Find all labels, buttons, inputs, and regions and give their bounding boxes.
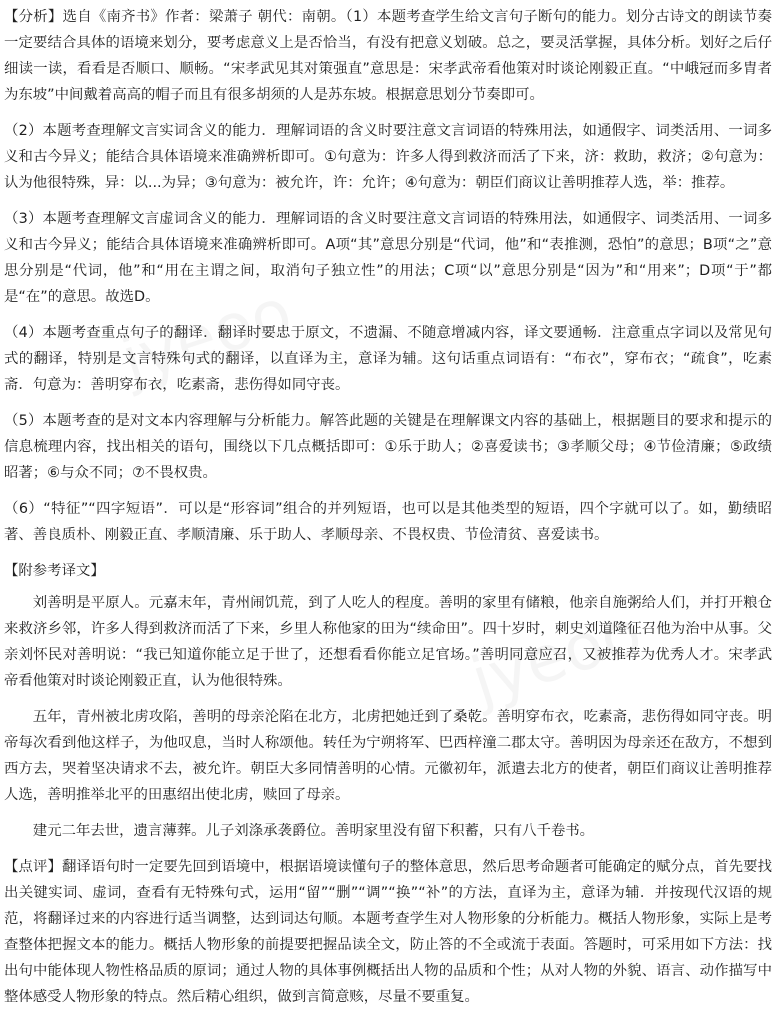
analysis-paragraph-6: （6）“特征”“四字短语”．可以是“形容词”组合的并列短语，也可以是其他类型的短语，四个字就可以了。如，勤绩昭著、善良质朴、刚毅正直、孝顺清廉、乐于助人、孝顺母亲、不畏权贵、节俭清贫、喜爱读书。 [4, 501, 772, 543]
analysis-paragraph-1: 【分析】选自《南齐书》作者：梁萧子 朝代：南朝。（1）本题考查学生给文言句子断句的能力。划分古诗文的朗读节奏一定要结合具体的语境来划分，要考虑意义上是否恰当，有没有把意义划破。总之，要灵活掌握，具体分析。划好之后仔细读一读，看看是否顺口、顺畅。“宋孝武见其对策强直”意思是：宋孝武帝看他策对时谈论刚毅正直。“中峨冠而多胄者为东坡”中间戴着高高的帽子而且有很多胡须的人是苏东坡。根据意思划分节奏即可。 [4, 9, 772, 103]
translation-paragraph-1: 刘善明是平原人。元嘉末年，青州闹饥荒，到了人吃人的程度。善明的家里有储粮，他亲自施粥给人们，并打开粮仓来救济乡邻，许多人得到救济而活了下来，乡里人称他家的田为“续命田”。四十岁时，刺史刘道隆征召他为治中从事。父亲刘怀民对善明说：“我已知道你能立足于世了，还想看看你能立足官场。”善明同意应召，又被推荐为优秀人才。宋孝武帝看他策对时谈论刚毅正直，认为他很特殊。 [4, 595, 772, 689]
translation-paragraph-3: 建元二年去世，遗言薄葬。儿子刘涤承袭爵位。善明家里没有留下积蓄，只有八千卷书。 [32, 823, 595, 839]
comment-paragraph: 【点评】翻译语句时一定要先回到语境中，根据语境读懂句子的整体意思，然后思考命题者可能确定的赋分点，首先要找出关键实词、虚词，查看有无特殊句式，运用“留”“删”“调”“换”“补”的方法，直译为主，意译为辅．并按现代汉语的规范，将翻译过来的内容进行适当调整，达到词达句顺。本题考查学生对人物形象的分析能力。概括人物形象，实际上是考查整体把握文本的能力。概括人物形象的前提要把握品读全文，防止答的不全或流于表面。答题时，可采用如下方法：找出句中能体现人物性格品质的原词；通过人物的具体事例概括出人物的品质和个性；从对人物的外貌、语言、动作描写中整体感受人物形象的特点。然后精心组织，做到言简意赅，尽量不要重复。 [4, 859, 772, 1005]
analysis-paragraph-3: （3）本题考查理解文言虚词含义的能力．理解词语的含义时要注意文言词语的特殊用法，如通假字、词类活用、一词多义和古今异义；能结合具体语境来准确辨析即可。A项“其”意思分别是“代词，他”和“表推测，恐怕”的意思；B项“之”意思分别是“代词，他”和“用在主谓之间，取消句子独立性”的用法；C项“以”意思分别是“因为”和“用来”；D项“于”都是“在”的意思。故选D。 [4, 211, 772, 305]
analysis-paragraph-4: （4）本题考查重点句子的翻译．翻译时要忠于原文，不遗漏、不随意增减内容，译文要通畅．注意重点字词以及常见句式的翻译，特别是文言特殊句式的翻译，以直译为主，意译为辅。这句话重点词语有：“布衣”，穿布衣；“疏食”，吃素斋．句意为：善明穿布衣，吃素斋，悲伤得如同守丧。 [4, 325, 772, 393]
analysis-paragraph-5: （5）本题考查的是对文本内容理解与分析能力。解答此题的关键是在理解课文内容的基础上，根据题目的要求和提示的信息梳理内容，找出相关的语句，围绕以下几点概括即可：①乐于助人；②喜爱读书；③孝顺父母；④节俭清廉；⑤政绩昭著；⑥与众不同；⑦不畏权贵。 [4, 413, 772, 481]
analysis-paragraph-2: （2）本题考查理解文言实词含义的能力．理解词语的含义时要注意文言词语的特殊用法，如通假字、词类活用、一词多义和古今异义；能结合具体语境来准确辨析即可。①句意为：许多人得到救济而活了下来，济：救助，救济；②句意为：认为他很特殊，异：以...为异；③句意为：被允许，许：允许；④句意为：朝臣们商议让善明推荐人选，举：推荐。 [4, 123, 772, 191]
translation-heading: 【附参考译文】 [4, 563, 105, 579]
translation-paragraph-2: 五年，青州被北虏攻陷，善明的母亲沦陷在北方，北虏把她迁到了桑乾。善明穿布衣，吃素斋，悲伤得如同守丧。明帝每次看到他这样子，为他叹息，当时人称颂他。转任为宁朔将军、巴西梓潼二郡太守。善明因为母亲还在敌方，不想到西方去，哭着坚决请求不去，被允许。朝臣大多同情善明的心情。元徽初年，派遣去北方的使者，朝臣们商议让善明推荐人选，善明推举北平的田惠绍出使北虏，赎回了母亲。 [4, 709, 772, 803]
